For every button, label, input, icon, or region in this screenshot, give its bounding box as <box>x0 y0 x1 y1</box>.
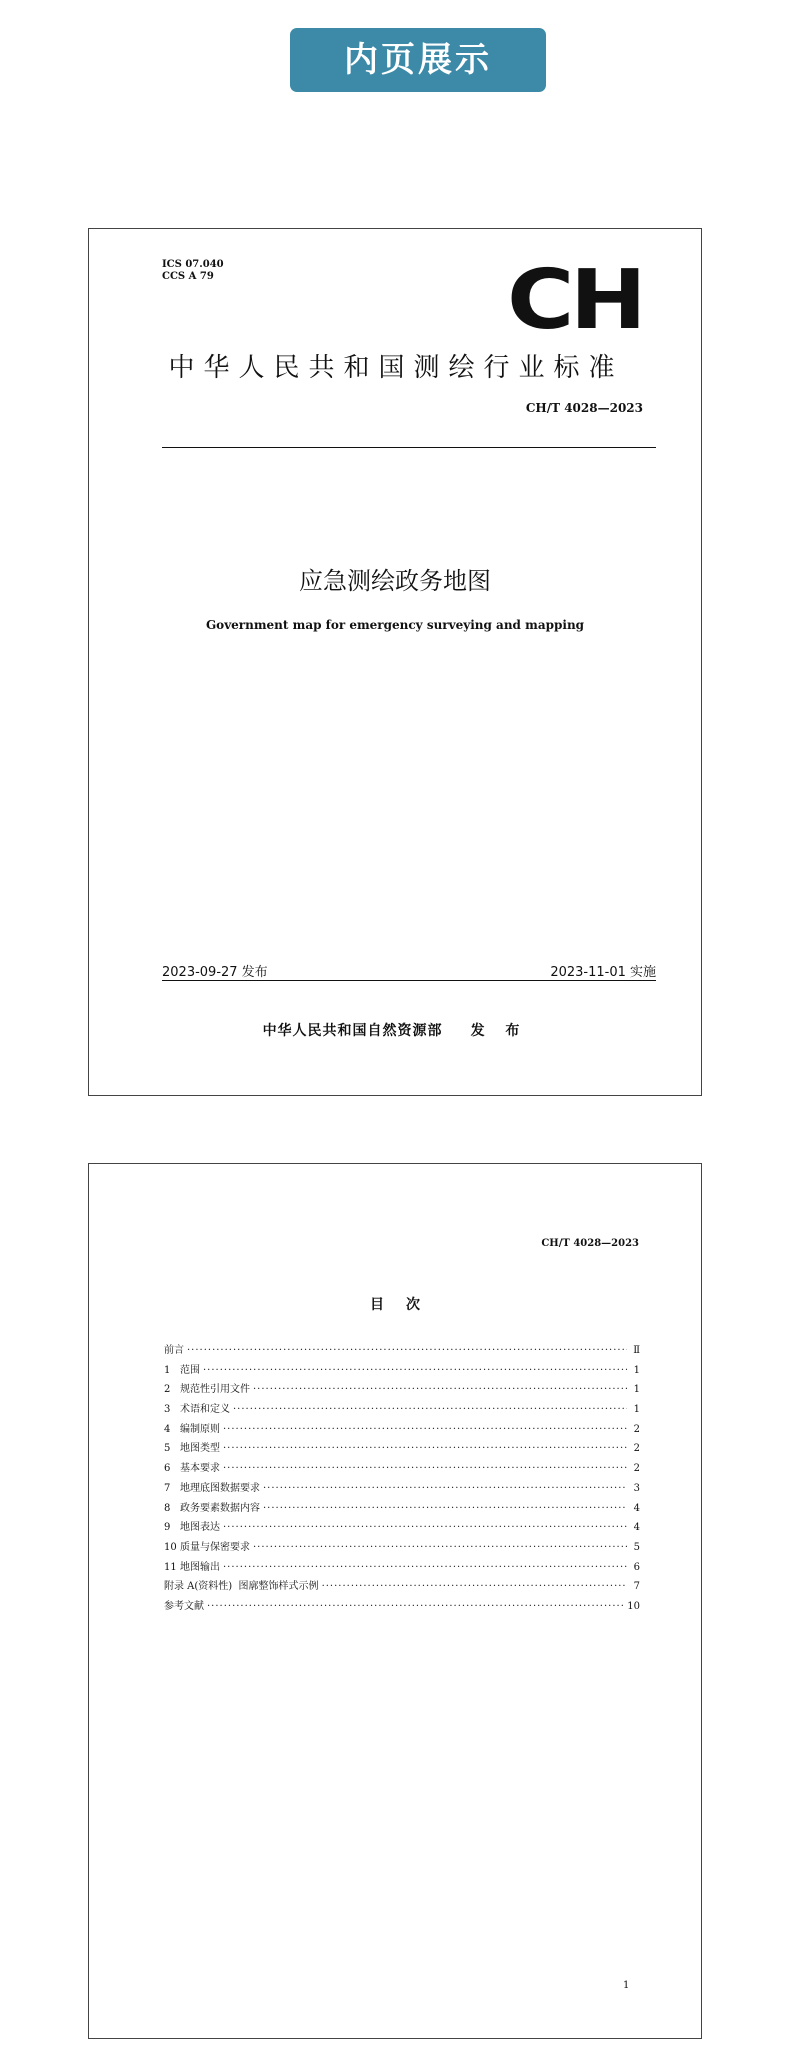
implement-date: 2023-11-01 实施 <box>550 965 656 980</box>
toc-entry-label: 范围 <box>180 1364 200 1376</box>
issuer-action: 发 布 <box>470 1023 528 1039</box>
toc-leader-dots <box>203 1361 627 1381</box>
toc-entry <box>164 1400 640 1420</box>
toc-entry <box>164 1558 640 1578</box>
toc-leader-dots <box>233 1400 627 1420</box>
publish-date: 2023-09-27 发布 <box>162 965 268 980</box>
toc-entry-number: 2 <box>164 1384 171 1396</box>
standard-code: CH/T 4028—2023 <box>525 401 643 415</box>
toc-entry-number: 11 <box>164 1561 177 1573</box>
toc-leader-dots <box>223 1439 627 1459</box>
toc-entry <box>164 1597 640 1617</box>
standard-title: 中华人民共和国测绘行业标准 <box>168 353 624 383</box>
toc-entry-label: 地图输出 <box>180 1561 220 1573</box>
toc-entry-label: 编制原则 <box>180 1423 220 1435</box>
contents-list <box>164 1341 640 1617</box>
toc-leader-dots <box>322 1577 627 1597</box>
toc-entry-page: 1 <box>633 1364 640 1376</box>
toc-entry-label: 地图表达 <box>180 1522 220 1534</box>
toc-entry-number: 7 <box>164 1482 171 1494</box>
toc-entry-label: 前言 <box>164 1345 184 1356</box>
contents-title: 目次 <box>370 1297 442 1313</box>
toc-entry-page: 2 <box>633 1443 640 1455</box>
toc-entry-page: Ⅱ <box>633 1345 640 1356</box>
toc-entry-number: 6 <box>164 1463 171 1475</box>
toc-entry <box>164 1341 640 1361</box>
ics-code: ICS 07.040 <box>162 259 224 270</box>
contents-page <box>88 1163 702 2039</box>
toc-entry-page: 10 <box>627 1600 640 1612</box>
toc-entry-label: 政务要素数据内容 <box>180 1502 260 1514</box>
cover-page <box>88 228 702 1096</box>
header-divider <box>162 447 656 448</box>
toc-leader-dots <box>187 1341 627 1361</box>
toc-entry <box>164 1577 640 1597</box>
toc-entry-page: 3 <box>633 1482 640 1494</box>
issuer-name: 中华人民共和国自然资源部 <box>262 1023 443 1039</box>
toc-entry-label: 基本要求 <box>180 1463 220 1475</box>
toc-entry-number: 5 <box>164 1443 171 1455</box>
toc-entry-label: 质量与保密要求 <box>180 1541 250 1553</box>
toc-leader-dots <box>263 1479 627 1499</box>
toc-entry <box>164 1439 640 1459</box>
toc-entry-label: 地图类型 <box>180 1443 220 1455</box>
ch-logo: CH <box>507 253 643 348</box>
document-title-cn: 应急测绘政务地图 <box>299 567 491 595</box>
toc-entry-page: 7 <box>633 1581 640 1593</box>
toc-leader-dots <box>223 1420 627 1440</box>
page-header-code: CH/T 4028—2023 <box>541 1238 639 1249</box>
toc-entry-number: 10 <box>164 1541 177 1553</box>
toc-entry-label: 地理底图数据要求 <box>180 1482 260 1494</box>
toc-leader-dots <box>207 1597 624 1617</box>
toc-entry-page: 2 <box>633 1463 640 1475</box>
toc-entry-page: 1 <box>633 1384 640 1396</box>
toc-leader-dots <box>263 1499 627 1519</box>
footer-divider <box>162 980 656 981</box>
toc-entry <box>164 1459 640 1479</box>
toc-entry <box>164 1380 640 1400</box>
toc-entry-number: 9 <box>164 1522 171 1534</box>
toc-entry-label: 规范性引用文件 <box>180 1384 250 1396</box>
toc-entry-page: 6 <box>633 1561 640 1573</box>
toc-entry-number: 4 <box>164 1423 171 1435</box>
toc-leader-dots <box>223 1518 627 1538</box>
toc-entry-page: 5 <box>633 1541 640 1553</box>
toc-entry <box>164 1518 640 1538</box>
toc-entry-number: 3 <box>164 1404 171 1416</box>
section-banner: 内页展示 <box>290 28 546 92</box>
toc-entry <box>164 1499 640 1519</box>
ccs-code: CCS A 79 <box>162 271 214 282</box>
toc-entry-page: 4 <box>633 1502 640 1514</box>
document-title-en: Government map for emergency surveying and mapping <box>205 618 585 632</box>
toc-entry-label: 参考文献 <box>164 1600 204 1612</box>
toc-entry-page: 1 <box>633 1404 640 1416</box>
toc-entry-number: 1 <box>164 1364 171 1376</box>
page-number: 1 <box>623 1980 630 1991</box>
classification-codes <box>162 259 224 283</box>
toc-entry <box>164 1479 640 1499</box>
issuer-line <box>89 1020 701 1040</box>
toc-leader-dots <box>223 1459 627 1479</box>
toc-leader-dots <box>253 1380 627 1400</box>
toc-entry <box>164 1420 640 1440</box>
toc-entry-page: 2 <box>633 1423 640 1435</box>
toc-entry-number: 8 <box>164 1502 171 1514</box>
toc-leader-dots <box>253 1538 627 1558</box>
toc-entry-label: 术语和定义 <box>180 1404 230 1416</box>
toc-entry-label: 附录 A(资料性) 图廓整饰样式示例 <box>164 1581 319 1593</box>
toc-leader-dots <box>223 1558 627 1578</box>
toc-entry <box>164 1538 640 1558</box>
toc-entry-page: 4 <box>633 1522 640 1534</box>
toc-entry <box>164 1361 640 1381</box>
